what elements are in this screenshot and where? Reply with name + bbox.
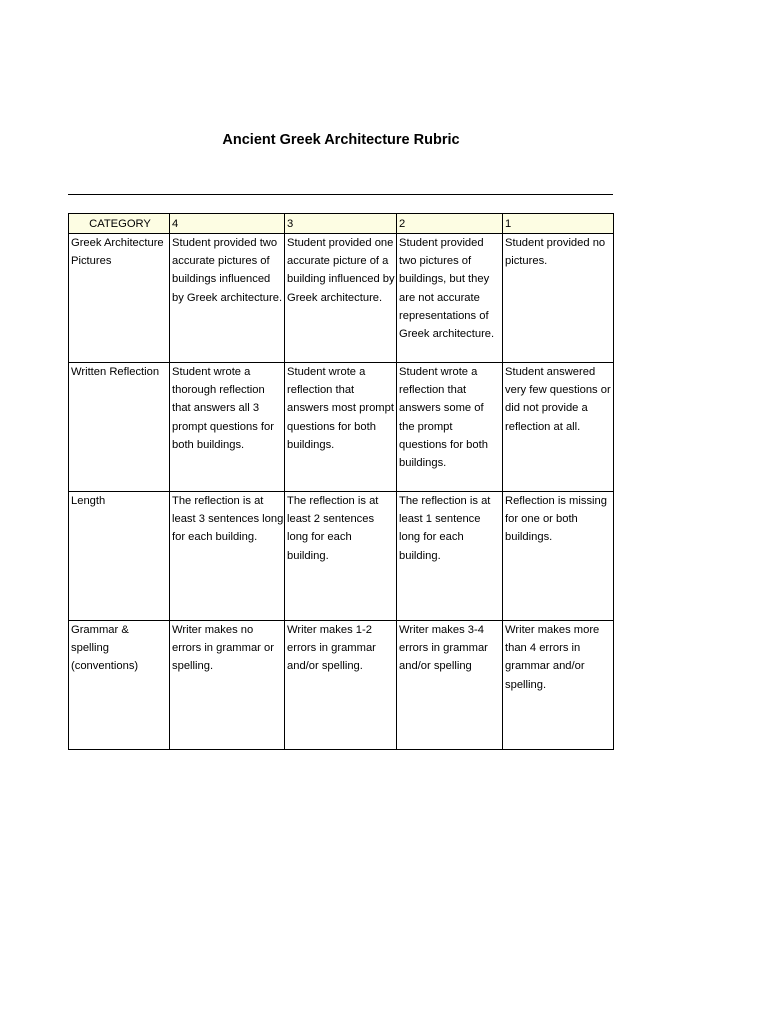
header-score-1: 1: [503, 214, 614, 234]
table-row: [69, 363, 614, 492]
horizontal-rule: [68, 194, 613, 195]
category-cell: Length: [69, 492, 170, 621]
header-score-4: 4: [170, 214, 285, 234]
rubric-table: [68, 213, 614, 750]
category-cell: Grammar & spelling (conventions): [69, 621, 170, 750]
criteria-cell: Writer makes no errors in grammar or spelling.: [170, 621, 285, 750]
category-cell: Greek Architecture Pictures: [69, 234, 170, 363]
criteria-cell: The reflection is at least 2 sentences long for each building.: [285, 492, 397, 621]
criteria-cell: The reflection is at least 3 sentences long for each building.: [170, 492, 285, 621]
page-title: Ancient Greek Architecture Rubric: [222, 132, 460, 148]
header-score-2: 2: [397, 214, 503, 234]
criteria-cell: Student provided no pictures.: [503, 234, 614, 363]
table-row: [69, 492, 614, 621]
criteria-cell: Student provided one accurate picture of a building influenced by Greek architecture.: [285, 234, 397, 363]
criteria-cell: Writer makes 3-4 errors in grammar and/or spelling: [397, 621, 503, 750]
criteria-cell: Reflection is missing for one or both buildings.: [503, 492, 614, 621]
criteria-cell: Student wrote a reflection that answers most prompt questions for both buildings.: [285, 363, 397, 492]
header-row: [69, 214, 614, 234]
table-row: [69, 234, 614, 363]
criteria-cell: Student provided two pictures of buildings, but they are not accurate representations of Greek architecture.: [397, 234, 503, 363]
criteria-cell: Student answered very few questions or did not provide a reflection at all.: [503, 363, 614, 492]
criteria-cell: Writer makes 1-2 errors in grammar and/or spelling.: [285, 621, 397, 750]
criteria-cell: Writer makes more than 4 errors in grammar and/or spelling.: [503, 621, 614, 750]
criteria-cell: The reflection is at least 1 sentence long for each building.: [397, 492, 503, 621]
header-category: CATEGORY: [69, 214, 170, 234]
criteria-cell: Student wrote a reflection that answers some of the prompt questions for both buildings.: [397, 363, 503, 492]
category-cell: Written Reflection: [69, 363, 170, 492]
criteria-cell: Student wrote a thorough reflection that answers all 3 prompt questions for both buildings.: [170, 363, 285, 492]
table-row: [69, 621, 614, 750]
header-score-3: 3: [285, 214, 397, 234]
criteria-cell: Student provided two accurate pictures of buildings influenced by Greek architecture.: [170, 234, 285, 363]
